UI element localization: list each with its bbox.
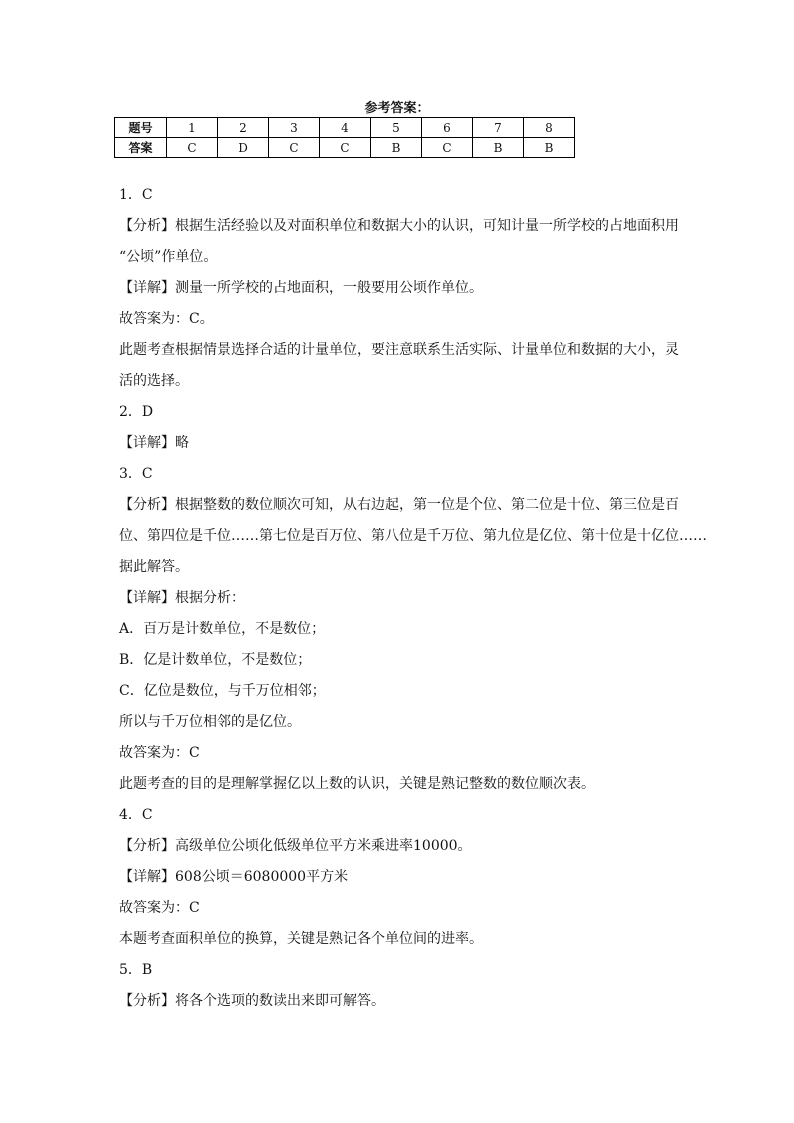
answer-heading-4: 4．C [119,807,153,823]
table-cell: 6 [422,118,473,138]
table-cell: B [473,138,524,158]
conclusion-text: 故答案为：C [119,745,200,761]
answer-heading-1: 1．C [119,187,153,203]
table-row [115,118,575,138]
analysis-text: “公顷”作单位。 [119,249,218,265]
detail-text: 所以与千万位相邻的是亿位。 [119,714,301,730]
detail-text: 【详解】608公顷＝6080000平方米 [119,869,349,885]
answer-heading-5: 5．B [119,962,153,978]
answer-header: 答案 [115,138,167,158]
analysis-text: 位、第四位是千位……第七位是百万位、第八位是千万位、第九位是亿位、第十位是十亿位…… [119,528,707,544]
table-cell: 2 [218,118,269,138]
analysis-text: 【分析】根据生活经验以及对面积单位和数据大小的认识，可知计量一所学校的占地面积用 [119,218,679,234]
analysis-text: 【分析】根据整数的数位顺次可知，从右边起，第一位是个位、第二位是十位、第三位是百 [119,497,679,513]
conclusion-text: 故答案为：C [119,900,200,916]
table-cell: C [422,138,473,158]
table-cell: 8 [524,118,575,138]
table-cell: B [371,138,422,158]
summary-text: 此题考查的目的是理解掌握亿以上数的认识，关键是熟记整数的数位顺次表。 [119,776,595,792]
table-cell: 5 [371,118,422,138]
analysis-text: 【分析】将各个选项的数读出来即可解答。 [119,993,385,1009]
option-a-text: A．百万是计数单位，不是数位； [119,621,326,637]
table-cell: 7 [473,118,524,138]
summary-text: 此题考查根据情景选择合适的计量单位，要注意联系生活实际、计量单位和数据的大小，灵 [119,342,679,358]
table-cell: D [218,138,269,158]
option-c-text: C．亿位是数位，与千万位相邻； [119,683,326,699]
answer-heading-3: 3．C [119,466,153,482]
table-cell: C [320,138,371,158]
summary-text: 本题考查面积单位的换算，关键是熟记各个单位间的进率。 [119,931,483,947]
table-cell: 3 [269,118,320,138]
option-b-text: B．亿是计数单位，不是数位； [119,652,312,668]
detail-text: 【详解】测量一所学校的占地面积，一般要用公顷作单位。 [119,280,483,296]
analysis-text: 【分析】高级单位公顷化低级单位平方米乘进率10000。 [119,838,472,854]
detail-text: 【详解】根据分析： [119,590,245,606]
table-cell: 1 [167,118,218,138]
table-cell: B [524,138,575,158]
table-cell: C [167,138,218,158]
conclusion-text: 故答案为：C。 [119,311,214,327]
summary-text: 活的选择。 [119,373,189,389]
table-cell: C [269,138,320,158]
question-number-header: 题号 [115,118,167,138]
table-cell: 4 [320,118,371,138]
explanation-body [119,187,707,1009]
page-title: 参考答案： [364,101,430,116]
detail-text: 【详解】略 [119,435,189,451]
analysis-text: 据此解答。 [119,559,189,575]
answer-table [114,117,575,158]
table-row [115,138,575,158]
answer-heading-2: 2．D [119,404,154,420]
